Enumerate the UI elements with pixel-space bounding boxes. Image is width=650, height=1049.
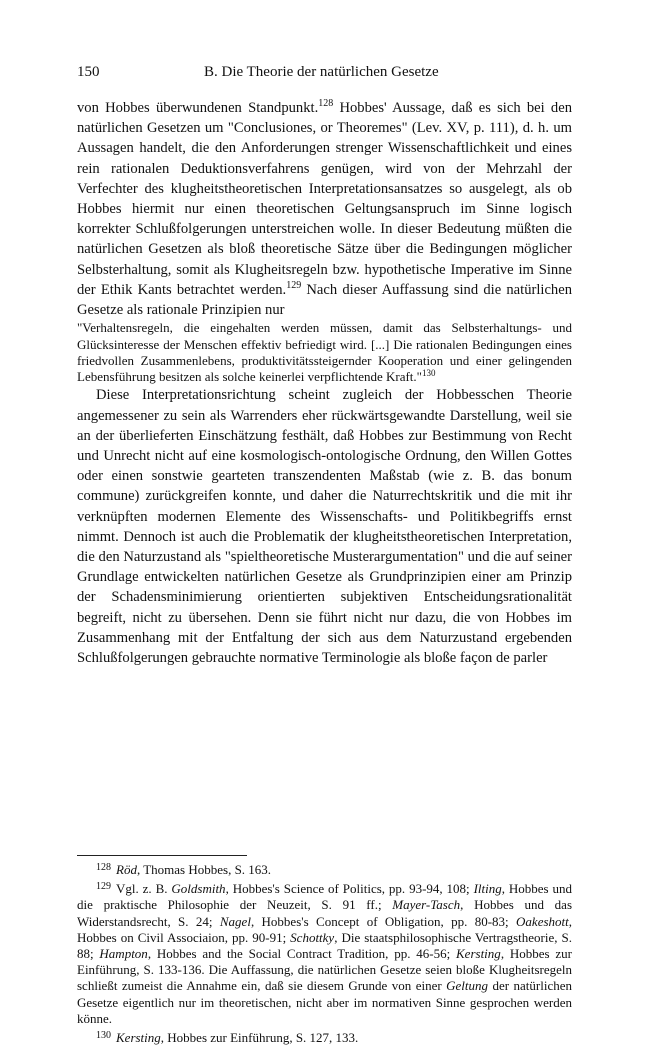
footnote	[77, 1030, 572, 1046]
text-run: Hobbes' Aussage, daß es sich bei den natürlichen Gesetzen um "Conclusiones, or Theoremes" (Lev. XV, p. 111), d. h. um Aussagen handelt, die den Anforderungen strenger Wissenschaftlichkeit und eines rein rationalen Deduktionsverfahrens genügen, wird von der Mehrzahl der Verfechter des klugheitstheoretischen Interpretationsansatzes so ausgelegt, als ob Hobbes hiermit nur einen theoretischen Geltungsanspruch im Sinne logisch korrekter Schlußfolgerungen unterstreichen wolle. In dieser Bedeutung müßten die natürlichen Gesetzen als bloß theoretische Sätze über die Bedingungen möglicher Selbsterhaltung, somit als Klugheitsregeln bzw. hypothetische Imperative im Sinne der Ethik Kants betrachtet werden.	[77, 100, 572, 298]
page-number: 150	[77, 64, 100, 80]
running-head: B. Die Theorie der natürlichen Gesetze	[204, 64, 439, 80]
text-run: , Hobbes und die praktische Philosophie der Neuzeit, S. 91 ff.;	[77, 881, 572, 913]
author-name: Hampton	[99, 946, 148, 962]
text-run: Vgl. z. B.	[116, 881, 172, 897]
text-run: Diese Interpretationsrichtung scheint zugleich der Hobbesschen Theorie angemessener zu sein als Warrenders eher rückwärtsgewandte Darstellung, weil sie an der überlieferten Einschätzung festhält, daß Hobbes zur Bestimmung von Recht und Unrecht nicht auf eine kosmologisch-ontologische Ordnung, den Willen Gottes oder einen sonstwie gearteten transzendenten Maßstab (wie z. B. das bonum commune) zurückgreifen konnte, und daher die Naturrechtskritik und die mit ihr verknüpften modernen Elemente des Wissenschafts- und Politikbegriffs ernst nimmt. Dennoch ist auch die Problematik der klugheitstheoretischen Interpretation, die den Naturzustand als "spieltheoretische Musterargumentation" und die auf seiner Grundlage entwickelten natürlichen Gesetze als Grundprinzipien einer am Prinzip der Schadensminimierung orientierten subjektiven Entscheidungsrationalität begreift, nicht zu übersehen. Denn sie führt nicht nur dazu, die von Hobbes im Zusammenhang mit der Entfaltung der sich aus dem Naturzustand ergebenden Schlußfolgerungen gebrauchte normative Terminologie als bloße façon de parler	[77, 387, 572, 667]
body-text	[77, 98, 572, 668]
footnote	[77, 881, 572, 1027]
footnote-ref: 130	[421, 368, 436, 379]
paragraph	[77, 98, 572, 320]
footnote-ref: 128	[318, 98, 334, 109]
block-quote	[77, 320, 572, 385]
text-run: , Hobbes zur Einführung, S. 133-136. Die Auffassung, die natürlichen Gesetze seien bloße Klugheitsregeln schließt zumeist die Annahme ein, daß sie diesem Grunde von einer	[77, 946, 572, 994]
author-name: Kersting	[116, 1030, 161, 1046]
author-name: Nagel	[219, 913, 251, 929]
text-run: , Die staatsphilosophische Vertragstheorie, S. 88;	[77, 929, 572, 962]
footnotes	[77, 862, 572, 1049]
paragraph	[77, 385, 572, 668]
footnote	[77, 862, 572, 878]
author-name: Oakeshott	[516, 913, 569, 929]
author-name: Geltung	[446, 978, 489, 994]
footnote-number: 129	[96, 881, 111, 893]
text-run: , Hobbes and the Social Contract Tradition, pp. 46-56;	[147, 946, 457, 962]
text-run: , Hobbes's Concept of Obligation, pp. 80-83;	[250, 913, 517, 929]
author-name: Röd	[116, 862, 137, 877]
author-name: Kersting	[456, 946, 501, 962]
text-run: von Hobbes überwundenen Standpunkt.	[77, 100, 319, 116]
text-run: , Hobbes und das Widerstandsrecht, S. 24;	[77, 897, 573, 929]
author-name: Goldsmith	[171, 881, 226, 897]
text-run: , Hobbes's Science of Politics, pp. 93-94, 108;	[225, 881, 474, 897]
text-run: der natürlichen Gesetze eigentlich nur im theoretischen, nicht aber im normativen Sinne gesprochen werden könne.	[77, 978, 572, 1026]
text-run: , Thomas Hobbes, S. 163.	[136, 862, 272, 877]
author-name: Ilting	[473, 881, 502, 897]
text-run: , Hobbes zur Einführung, S. 127, 133.	[160, 1030, 359, 1046]
text-run: Nach dieser Auffassung sind die natürlichen Gesetze als rationale Prinzipien nur	[77, 281, 573, 319]
footnote-number: 130	[96, 1030, 111, 1042]
text-run: , Hobbes on Civil Associaion, pp. 90-91;	[77, 913, 572, 945]
footnote-ref: 129	[286, 279, 302, 291]
author-name: Mayer-Tasch	[392, 897, 461, 913]
author-name: Schottky	[290, 929, 335, 945]
text-run: "Verhaltensregeln, die eingehalten werden müssen, damit das Selbsterhaltungs- und Glücksinteresse der Menschen effektiv befriedigt wird. [...] Die rationalen Bedingungen eines friedvollen Zusammenlebens, produktivitätssteigernder Kooperation und einer gelingenden Lebensführung besitzen als solche keinerlei verpflichtende Kraft."	[77, 320, 572, 385]
footnote-number: 128	[96, 862, 111, 873]
footnote-rule	[77, 855, 247, 856]
